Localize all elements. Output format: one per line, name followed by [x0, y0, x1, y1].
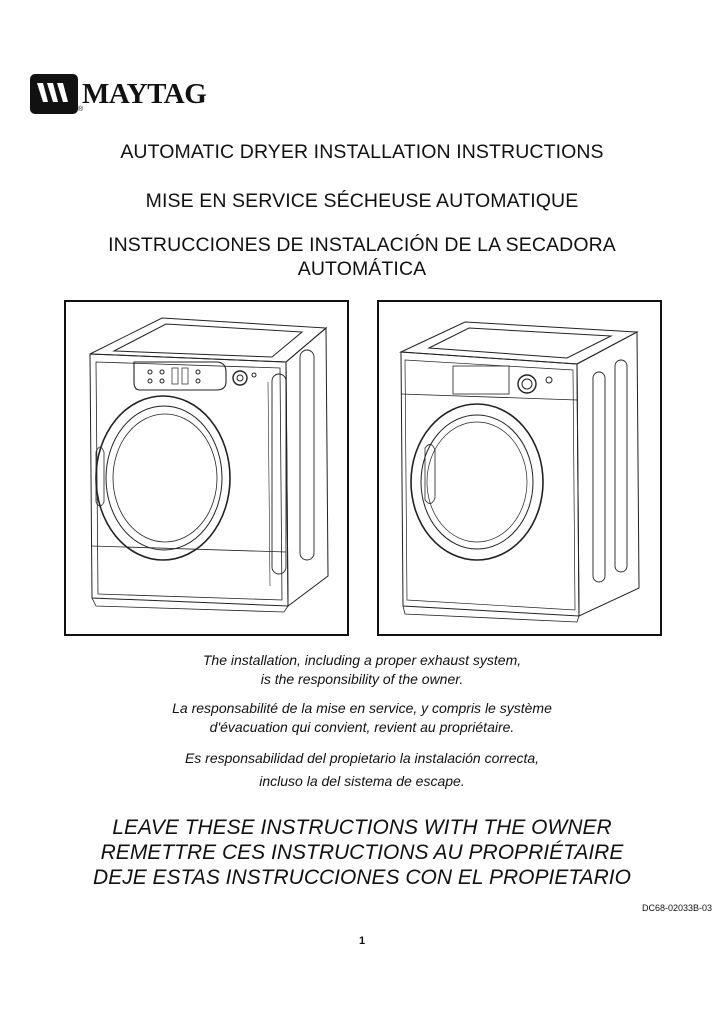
dryer-illustration-frame-1 [64, 300, 349, 636]
leave-line-french: REMETTRE CES INSTRUCTIONS AU PROPRIÉTAIRE [100, 841, 624, 864]
registered-mark: ® [78, 106, 84, 113]
exhaust-note-english [0, 651, 724, 689]
brand-name: MAYTAG [82, 78, 207, 110]
note-fr-line-2: d'évacuation qui convient, revient au propriétaire. [209, 719, 515, 735]
leave-line-spanish: DEJE ESTAS INSTRUCCIONES CON EL PROPIETARIO [93, 866, 631, 889]
title-spanish-line-2: AUTOMÁTICA [297, 258, 427, 280]
note-en-line-2: is the responsibility of the owner. [260, 671, 464, 687]
dryer-illustration-frame-2 [377, 300, 662, 636]
maytag-m-logo-icon [30, 74, 78, 114]
title-french: MISE EN SERVICE SÉCHEUSE AUTOMATIQUE [145, 190, 579, 212]
title-english: AUTOMATIC DRYER INSTALLATION INSTRUCTIONS [120, 141, 604, 163]
title-spanish [0, 233, 724, 281]
document-number: DC68-02033B-03 [641, 903, 712, 913]
title-spanish-line-1: INSTRUCCIONES DE INSTALACIÓN DE LA SECADORA [108, 234, 616, 256]
note-es-line-1: Es responsabilidad del propietario la instalación correcta, [184, 750, 540, 766]
leave-instructions-notice [0, 815, 724, 890]
note-es-line-2: incluso la del sistema de escape. [259, 773, 465, 789]
dryer-with-control-panel-illustration [66, 302, 347, 634]
page-number: 1 [358, 935, 366, 947]
maytag-logo [30, 72, 210, 116]
exhaust-note-spanish [0, 747, 724, 793]
dryer-with-knob-illustration [379, 302, 660, 634]
exhaust-note-french [0, 699, 724, 737]
note-en-line-1: The installation, including a proper exhaust system, [202, 652, 522, 668]
leave-line-english: LEAVE THESE INSTRUCTIONS WITH THE OWNER [112, 816, 612, 839]
note-fr-line-1: La responsabilité de la mise en service, y compris le système [172, 700, 552, 716]
